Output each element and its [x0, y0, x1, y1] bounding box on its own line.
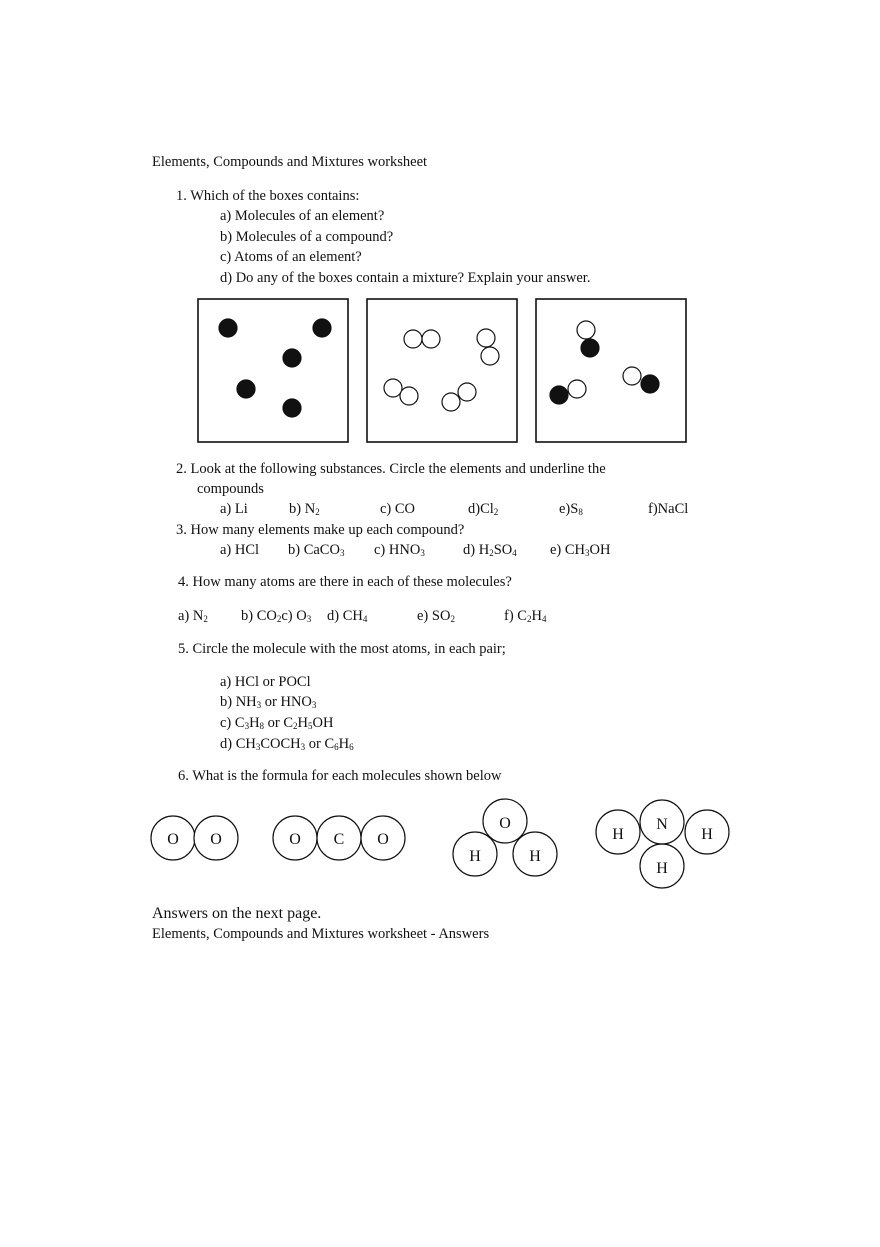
- box-2: [367, 299, 517, 442]
- atom-label: O: [377, 831, 389, 848]
- subscript: 2: [203, 614, 208, 624]
- subscript: 5: [308, 721, 313, 731]
- answers-title: Elements, Compounds and Mixtures worksheet - Answers: [152, 926, 490, 942]
- white-atom: [477, 329, 495, 347]
- page-title: Elements, Compounds and Mixtures worksheet: [152, 154, 428, 170]
- black-atom: [641, 375, 659, 393]
- q3-option: d) $H_2SO_4$: [463, 542, 517, 558]
- subscript: 3: [311, 700, 317, 710]
- subscript: 8: [259, 721, 265, 731]
- subscript: 2: [276, 614, 282, 624]
- q1-part-a: a) Molecules of an element?: [220, 208, 385, 224]
- q3-option: c) $HNO_3$: [374, 542, 425, 558]
- q4-option: a) $N_2$: [178, 608, 208, 624]
- black-atom: [237, 380, 255, 398]
- atom-label: O: [210, 831, 222, 848]
- black-atom: [581, 339, 599, 357]
- subscript: 6: [334, 742, 339, 752]
- q4-stem: 4. How many atoms are there in each of these molecules?: [178, 574, 512, 590]
- q4-option: e) $SO_2$: [417, 608, 455, 624]
- q4-option: f) $C_2H_4$: [504, 608, 547, 624]
- subscript: 2: [489, 548, 494, 558]
- q2-option: c) CO: [380, 501, 416, 517]
- box-3: [536, 299, 686, 442]
- white-atom: [568, 380, 586, 398]
- molecule-h2o: [453, 799, 557, 876]
- subscript: 2: [450, 614, 455, 624]
- q2-option: b) $N_2$: [289, 501, 320, 517]
- q4-option: d) $CH_4$: [327, 608, 368, 624]
- subscript: 3: [256, 700, 262, 710]
- black-atom: [219, 319, 237, 337]
- q5-stem: 5. Circle the molecule with the most atoms, in each pair;: [178, 641, 506, 657]
- subscript: 2: [293, 721, 298, 731]
- subscript: 2: [526, 614, 532, 624]
- white-atom: [384, 379, 402, 397]
- q4-option: b) $CO_2c$) $O_3$: [241, 608, 312, 624]
- atom-label: H: [701, 826, 713, 843]
- subscript: 3: [244, 721, 250, 731]
- atom-label: O: [499, 815, 511, 832]
- box-2-particles: [384, 329, 499, 411]
- subscript: 3: [255, 742, 261, 752]
- atom-label: N: [656, 816, 668, 833]
- q5-option: a) HCl or POCl: [220, 674, 311, 690]
- white-atom: [442, 393, 460, 411]
- q6-stem: 6. What is the formula for each molecules shown below: [178, 768, 502, 784]
- atom-label: O: [289, 831, 301, 848]
- white-atom: [422, 330, 440, 348]
- q1-stem: 1. Which of the boxes contains:: [176, 188, 360, 204]
- box-3-particles: [550, 321, 659, 404]
- atom-label: O: [167, 831, 179, 848]
- q3-option: b) CaCO$_3$: [288, 542, 345, 558]
- white-atom: [481, 347, 499, 365]
- subscript: 3: [420, 548, 425, 558]
- box-1-particles: [219, 319, 331, 417]
- subscript: 3: [300, 742, 306, 752]
- white-atom: [404, 330, 422, 348]
- subscript: 3: [339, 548, 345, 558]
- q1-part-c: c) Atoms of an element?: [220, 249, 362, 265]
- q5-option: c) $C_3H_8$ or $C_2H_5OH$: [220, 715, 334, 731]
- q2-stem-line1: 2. Look at the following substances. Circle the elements and underline the: [176, 461, 606, 477]
- q2-option: $e)S_8$: [559, 501, 583, 517]
- molecule-nh3: [596, 800, 729, 888]
- q2-stem-line2: compounds: [197, 481, 264, 497]
- atom-label: H: [469, 848, 481, 865]
- black-atom: [283, 349, 301, 367]
- white-atom: [458, 383, 476, 401]
- q3-stem: 3. How many elements make up each compound?: [176, 522, 465, 538]
- molecule-co2: [273, 816, 405, 860]
- white-atom: [577, 321, 595, 339]
- next-page-note: Answers on the next page.: [152, 905, 322, 922]
- subscript: 3: [585, 548, 590, 558]
- atom-label: C: [333, 831, 345, 848]
- subscript: 4: [362, 614, 368, 624]
- q3-option: a) HCl: [220, 542, 260, 558]
- white-atom: [400, 387, 418, 405]
- subscript: 4: [512, 548, 517, 558]
- q2-option: $d)Cl_2$: [468, 501, 499, 517]
- q1-part-d: d) Do any of the boxes contain a mixture? Explain your answer.: [220, 270, 591, 286]
- subscript: 2: [493, 507, 499, 517]
- atom-label: H: [656, 860, 668, 877]
- q5-option: d) $CH_3COCH_3$ or $C_6H_6$: [220, 736, 354, 752]
- atom-label: H: [529, 848, 541, 865]
- black-atom: [550, 386, 568, 404]
- subscript: 3: [306, 614, 312, 624]
- subscript: 4: [541, 614, 547, 624]
- black-atom: [283, 399, 301, 417]
- white-atom: [623, 367, 641, 385]
- q1-part-b: b) Molecules of a compound?: [220, 229, 394, 245]
- subscript: 6: [349, 742, 354, 752]
- black-atom: [313, 319, 331, 337]
- atom-label: H: [612, 826, 624, 843]
- q3-option: e) $CH_3OH$: [550, 542, 611, 558]
- q2-option: f)NaCl: [648, 501, 689, 517]
- molecule-o2: [151, 816, 238, 860]
- subscript: 2: [315, 507, 320, 517]
- subscript: 8: [578, 507, 583, 517]
- q5-option: b) $NH_3$ or $HNO_3$: [220, 694, 317, 710]
- q2-option: a) Li: [220, 501, 248, 517]
